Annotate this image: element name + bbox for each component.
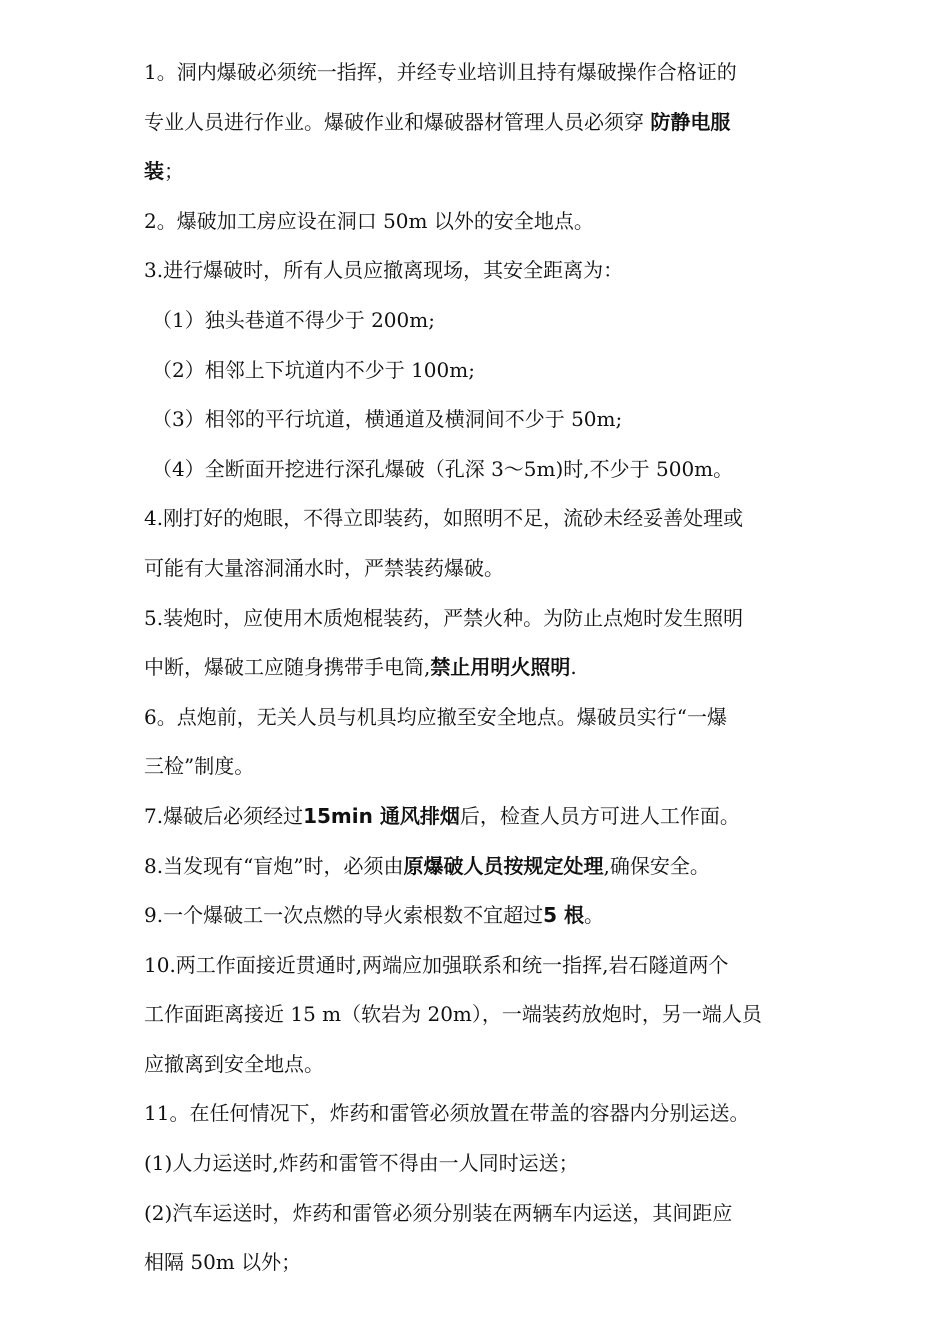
bold-text: 防静电服 (650, 109, 731, 134)
text-run: 。 (583, 903, 604, 928)
text-line (144, 395, 824, 445)
text-line (144, 98, 824, 148)
text-line (144, 891, 824, 941)
text-line (144, 1139, 824, 1189)
text-run: 4.刚打好的炮眼，不得立即装药，如照明不足，流砂未经妥善处理或 (144, 506, 744, 531)
text-line (144, 594, 824, 644)
text-run: 中断，爆破工应随身携带手电筒, (144, 655, 431, 680)
text-run: 2。爆破加工房应设在洞口 50m 以外的安全地点。 (144, 208, 594, 233)
text-line (144, 445, 824, 495)
text-run: （1）独头巷道不得少于 200m; (152, 307, 435, 332)
text-run: （4）全断面开挖进行深孔爆破（孔深 3～5m)时,不少于 500m。 (152, 456, 734, 481)
text-run: 10.两工作面接近贯通时,两端应加强联系和统一指挥,岩石隧道两个 (144, 952, 729, 977)
text-run: (2)汽车运送时，炸药和雷管必须分别装在两辆车内运送，其间距应 (144, 1200, 733, 1225)
text-line (144, 1238, 824, 1288)
text-run: . (570, 655, 577, 680)
text-run: 6。点炮前，无关人员与机具均应撤至安全地点。爆破员实行“一爆 (144, 704, 727, 729)
text-line (144, 990, 824, 1040)
bold-text: 原爆破人员按规定处理 (403, 853, 604, 878)
text-run: 应撤离到安全地点。 (144, 1051, 324, 1076)
text-run: 9.一个爆破工一次点燃的导火索根数不宜超过 (144, 903, 544, 928)
text-run: 7.爆破后必须经过 (144, 803, 304, 828)
text-line (144, 197, 824, 247)
text-run: 三检”制度。 (144, 754, 255, 779)
text-line (144, 296, 824, 346)
text-line (144, 1040, 824, 1090)
text-line (144, 147, 824, 197)
text-line (144, 693, 824, 743)
text-run: 后，检查人员方可进人工作面。 (459, 803, 740, 828)
text-run: 5.装炮时，应使用木质炮棍装药，严禁火种。为防止点炮时发生照明 (144, 605, 744, 630)
text-line (144, 494, 824, 544)
text-line (144, 742, 824, 792)
text-run: （3）相邻的平行坑道，横通道及横洞间不少于 50m; (152, 407, 623, 432)
bold-text: 禁止用明火照明 (430, 655, 571, 680)
document-body (144, 48, 824, 1288)
text-run: (1)人力运送时,炸药和雷管不得由一人同时运送； (144, 1151, 579, 1176)
text-run: ； (164, 159, 184, 184)
text-line (144, 246, 824, 296)
text-line (144, 842, 824, 892)
text-run: ,确保安全。 (603, 853, 710, 878)
text-line (144, 544, 824, 594)
text-line (144, 643, 824, 693)
text-run: （2）相邻上下坑道内不少于 100m; (152, 357, 475, 382)
bold-text: 装 (144, 159, 164, 184)
text-run: 工作面距离接近 15 m（软岩为 20m），一端装药放炮时，另一端人员 (144, 1002, 762, 1027)
text-run: 3.进行爆破时，所有人员应撤离现场，其安全距离为： (144, 258, 624, 283)
bold-text: 5 根 (543, 903, 584, 928)
text-line (144, 792, 824, 842)
text-line (144, 346, 824, 396)
text-run: 1。洞内爆破必须统一指挥，并经专业培训且持有爆破操作合格证的 (144, 60, 737, 84)
text-run: 相隔 50m 以外； (144, 1250, 302, 1275)
text-line (144, 48, 824, 98)
text-run: 11。在任何情况下，炸药和雷管必须放置在带盖的容器内分别运送。 (144, 1101, 750, 1126)
text-run: 专业人员进行作业。爆破作业和爆破器材管理人员必须穿 (144, 109, 651, 134)
text-line (144, 941, 824, 991)
text-line (144, 1189, 824, 1239)
text-run: 可能有大量溶洞涌水时，严禁装药爆破。 (144, 555, 504, 580)
text-line (144, 1089, 824, 1139)
bold-text: 15min 通风排烟 (303, 803, 460, 828)
text-run: 8.当发现有“盲炮”时，必须由 (144, 853, 404, 878)
